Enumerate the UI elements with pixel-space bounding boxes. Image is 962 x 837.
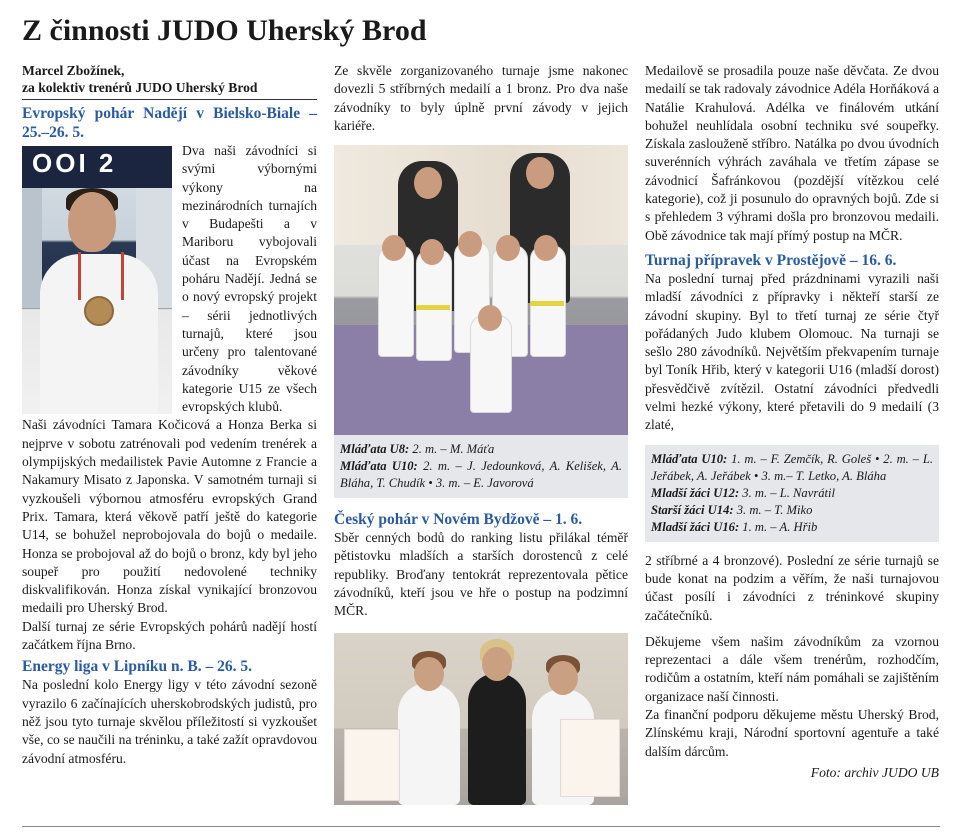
photo-child-face: [534, 235, 558, 261]
caption-category: Mláďata U8:: [340, 442, 410, 457]
photo-child: [378, 245, 414, 357]
caption-category: Starší žáci U14:: [651, 502, 734, 517]
photo-face: [68, 192, 116, 252]
caption-line: [651, 519, 933, 536]
photo-wall: [334, 145, 628, 245]
photo-backdrop-left: [22, 188, 42, 308]
section-heading-turnaj-pripravek: Turnaj přípravek v Prostějově – 16. 6.: [645, 251, 897, 269]
photo-medal-ribbon: [78, 252, 124, 300]
photo-medalist: [22, 146, 172, 414]
photo-child-face: [420, 239, 444, 265]
results-caption-prostejov: [645, 445, 939, 542]
spacer: [334, 498, 628, 504]
column-3: [645, 62, 939, 782]
caption-line: [651, 502, 933, 519]
photo-child-face: [496, 235, 520, 261]
photo-credit: Foto: archiv JUDO UB: [810, 764, 939, 780]
author-role: za kolektiv trenérů JUDO Uherský Brod: [22, 80, 258, 95]
author-name: Marcel Zbožínek,: [22, 63, 125, 78]
page-title: Z činnosti JUDO Uherský Brod: [22, 14, 427, 47]
photo-athlete-left-face: [414, 657, 444, 691]
photo-belt: [530, 301, 564, 306]
column-1: [22, 62, 317, 768]
caption-result: 3. m. – L. Navrátil: [739, 485, 836, 500]
photo-diploma-left: [344, 729, 400, 801]
caption-line: [651, 451, 933, 485]
section-heading-cesky-pohar: Český pohár v Novém Bydžově – 1. 6.: [334, 511, 583, 529]
caption-category: Mláďata U10:: [651, 451, 728, 466]
caption-line: [651, 485, 933, 502]
photo-official-face: [482, 647, 512, 681]
section4-paragraph-2: 2 stříbrné a 4 bronzové). Poslední ze série turnajů se bude konat na podzim a věřím, že naši turnajovou účast posílí i závodníci z tréninkové skupiny začátečníků.: [645, 552, 939, 623]
photo-coach-2-face: [526, 157, 554, 189]
section1-paragraph-2: Naši závodníci Tamara Kočicová a Honza Berka si nejprve v sobotu zatrénovali pod vedením trenérek a olympijských medailistek Pavie Automne z Francie a Nakamury Misato z Japonska. V samotném turnaji si vyzkoušeli výbornou atmosféru evropských Grand Prix. Tamara, která věkově patří ještě do kategorie U14, se bohužel neprobojovala do bojů o medaile. Honza se probojoval až do bojů o bronz, kdy byl jeho soupeř pro použití nedovolené techniky diskvalifikován. Honza získal vynikající bronzovou medaili pro Uherský Brod.: [22, 417, 317, 616]
section-heading-energy-liga: Energy liga v Lipníku n. B. – 26. 5.: [22, 658, 252, 676]
section4-paragraph-3: Děkujeme všem našim závodníkům za vzornou reprezentaci a dále všem trenérům, rozhodčím, rodičům a ostatním, kteří nám pomáhali se zajištěním organizace naší činnosti.: [645, 633, 939, 704]
caption-category: Mladší žáci U12:: [651, 485, 740, 500]
section1-paragraph-1: Dva naši závodníci si svými výbornými výkony na mezinárodních turnajích v Budapešti a v Mariboru vybojovali účast na Evropském poháru Nadějí. Jedná se o nový evropský projekt – sérii jednotlivých turnajů, které jsou určeny pro talentované závodníky věkové kategorie U15 ze všech evropských klubů.: [182, 143, 317, 415]
caption-result: 1. m. – A. Hřib: [739, 519, 818, 534]
section4-paragraph-4: Za finanční podporu děkujeme městu Uherský Brod, Zlínskému kraji, Národní sportovní agentuře a také dalším dárcům.: [645, 707, 939, 759]
photo-child-face: [458, 231, 482, 257]
footer-divider: [22, 826, 940, 827]
photo-official: [468, 673, 526, 805]
section2-paragraph-1: Na poslední kolo Energy ligy v této závodní sezoně vyrazilo 6 začínajících uherskobrodských judistů, pro něž jsou tyto turnaje skvělou příležitostí si vyzkoušet vše, co se naučili na tréninku, a také zažít opravdovou závodní atmosféru.: [22, 677, 317, 766]
section3-paragraph-2: Medailově se prosadila pouze naše děvčata. Ze dvou medailí se tak radovaly závodnice Adéla Horňáková a Natálie Krahulová. Adélka ve finálovém utkání bohužel neuhlídala osobní techniku své soupeřky. Získala zaslouženě stříbro. Natálka po dvou úvodních suverénních výhrách zaváhala ve třetím zápase se závodnicí Šafránkovou (pozdější vítězkou celé kategorie), což ji posunulo do opravných bojů. Zde si s přehledem 3 výhrami došla pro bronzovou medaili. Obě závodnice tak mají přímý postup na MČR.: [645, 63, 939, 243]
caption-result: 2. m. – J. Jedounková, A. Kelišek, A. Bláha, T. Chudík • 3. m. – E. Javorová: [340, 459, 622, 491]
caption-result: 3. m. – T. Miko: [733, 502, 813, 517]
results-caption-energy-liga: [334, 435, 628, 498]
photo-child-face: [382, 235, 406, 261]
section2-paragraph-2: Ze skvěle zorganizovaného turnaje jsme nakonec dovezli 5 stříbrných medailí a 1 bronz. Pro dva naše závodníky to byly úplně první závody v jejich kariéře.: [334, 63, 628, 133]
caption-result: 1. m. – F. Zemčík, R. Goleš • 2. m. – L. Jeřábek, A. Jeřábek • 3. m.– T. Letko, A. Bláha: [651, 451, 933, 483]
caption-line: [340, 458, 622, 492]
section4-paragraph-1: Na poslední turnaj před prázdninami vyrazili naši mladší závodníci z přípravky i někteří starší ze závodní skupiny. Byl to třetí turnaj ze série čtyř pořádaných Judo klubem Olomouc. Na turnaji se sešlo 280 závodníků. Největším překvapením turnaje byl Toník Hřib, který v kategorii U16 (mladší dorost) přesvědčivě zvítězil. Ostatní závodníci předvedli velmi hezké výkony, které přetavili do 9 medailí (3 zlaté,: [645, 270, 939, 433]
section-heading-evropsky-pohar: Evropský pohár Nadějí v Bielsko-Biale – 25.–26. 5.: [22, 105, 317, 141]
column-2: [334, 62, 628, 805]
photo-athlete-left: [398, 683, 460, 805]
photo-belt: [416, 305, 450, 310]
author-divider: [22, 99, 317, 100]
section1-paragraph-3: Další turnaj ze série Evropských pohárů nadějí hostí začátkem října Brno.: [22, 618, 317, 653]
photo-banner-text: OOI 2: [32, 148, 117, 178]
photo-medal: [84, 296, 114, 326]
photo-diploma-right: [560, 719, 620, 797]
caption-category: Mláďata U10:: [340, 459, 418, 474]
photo-child-face: [478, 305, 502, 331]
photo-athlete-right-face: [548, 661, 578, 695]
caption-line: [340, 441, 622, 458]
caption-result: 2. m. – M. Máťa: [409, 442, 495, 457]
photo-coach-1-face: [414, 167, 442, 199]
photo-medalists-novy-bydzov: [334, 633, 628, 805]
caption-category: Mladší žáci U16:: [651, 519, 740, 534]
photo-team-energy-liga: [334, 145, 628, 435]
section3-paragraph-1: Sběr cenných bodů do ranking listu přilákal téměř pětistovku mladších a starších dorostenců z celé republiky. Broďany tentokrát reprezentovala pětice závodníků, kteří jsou ve hře o postup na podzimní MČR.: [334, 530, 628, 619]
